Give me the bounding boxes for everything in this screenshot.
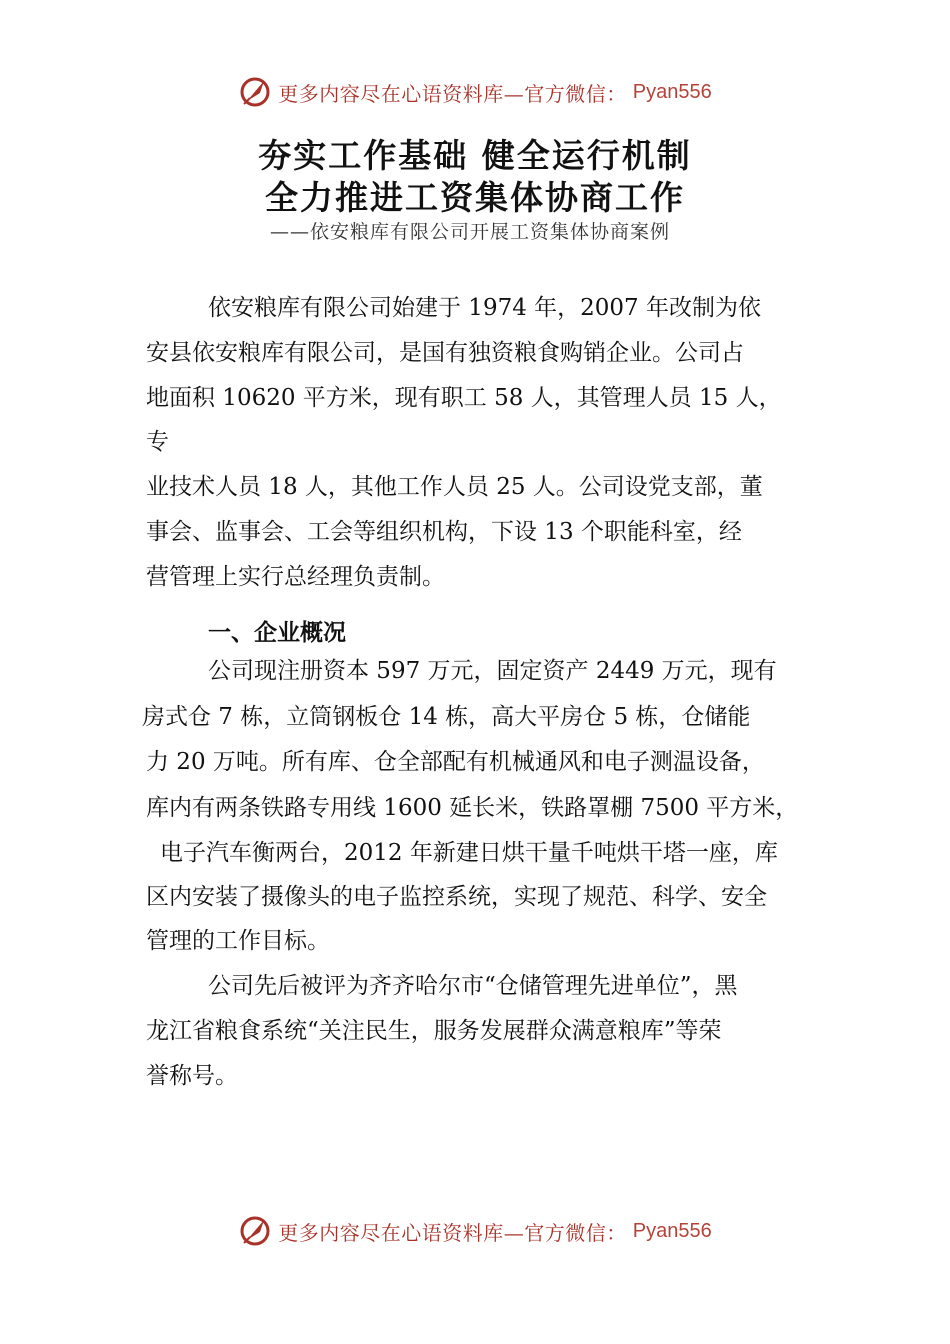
document-title-line-1: 夯实工作基础 健全运行机制 (258, 136, 692, 175)
watermark-text: 更多内容尽在心语资料库—官方微信： (278, 81, 627, 106)
header-watermark (0, 72, 950, 112)
paragraph-line: 龙江省粮食系统“关注民生，服务发展群众满意粮库”等荣 (146, 1018, 722, 1044)
paragraph-line: 安县依安粮库有限公司，是国有独资粮食购销企业。公司占 (146, 340, 744, 366)
section-heading: 一、企业概况 (208, 620, 346, 646)
paragraph-line: 依安粮库有限公司始建于 1974 年，2007 年改制为依 (208, 295, 761, 321)
watermark-wechat-id: Pyan556 (632, 80, 712, 103)
document-title-line-2: 全力推进工资集体协商工作 (265, 178, 685, 217)
watermark-wechat-id: Pyan556 (632, 1219, 712, 1242)
paragraph-line: 管理的工作目标。 (146, 928, 330, 954)
paragraph-line: 地面积 10620 平方米，现有职工 58 人，其管理人员 15 人， (146, 385, 782, 411)
paragraph-line: 公司现注册资本 597 万元，固定资产 2449 万元，现有 (208, 658, 777, 684)
paragraph-line: 公司先后被评为齐齐哈尔市“仓储管理先进单位”，黑 (208, 973, 738, 999)
paragraph-line: 电子汽车衡两台，2012 年新建日烘干量千吨烘干塔一座，库 (160, 840, 778, 866)
paragraph-line: 誉称号。 (146, 1063, 238, 1089)
paragraph-line: 营管理上实行总经理负责制。 (146, 564, 445, 590)
footer-watermark (0, 1211, 950, 1251)
document-subtitle: ——依安粮库有限公司开展工资集体协商案例 (270, 221, 671, 243)
paragraph-line: 库内有两条铁路专用线 1600 延长米，铁路罩棚 7500 平方米， (146, 795, 799, 821)
paragraph-line: 区内安装了摄像头的电子监控系统，实现了规范、科学、安全 (146, 884, 767, 910)
paragraph-line: 业技术人员 18 人，其他工作人员 25 人。公司设党支部，董 (146, 474, 763, 500)
quill-logo-icon (238, 1214, 272, 1248)
paragraph-line: 房式仓 7 栋，立筒钢板仓 14 栋，高大平房仓 5 栋，仓储能 (142, 704, 751, 730)
paragraph-line: 事会、监事会、工会等组织机构，下设 13 个职能科室，经 (146, 519, 742, 545)
paragraph-line: 专 (146, 429, 169, 455)
paragraph-line: 力 20 万吨。所有库、仓全部配有机械通风和电子测温设备， (146, 749, 765, 775)
watermark-text: 更多内容尽在心语资料库—官方微信： (278, 1220, 627, 1245)
quill-logo-icon (238, 75, 272, 109)
